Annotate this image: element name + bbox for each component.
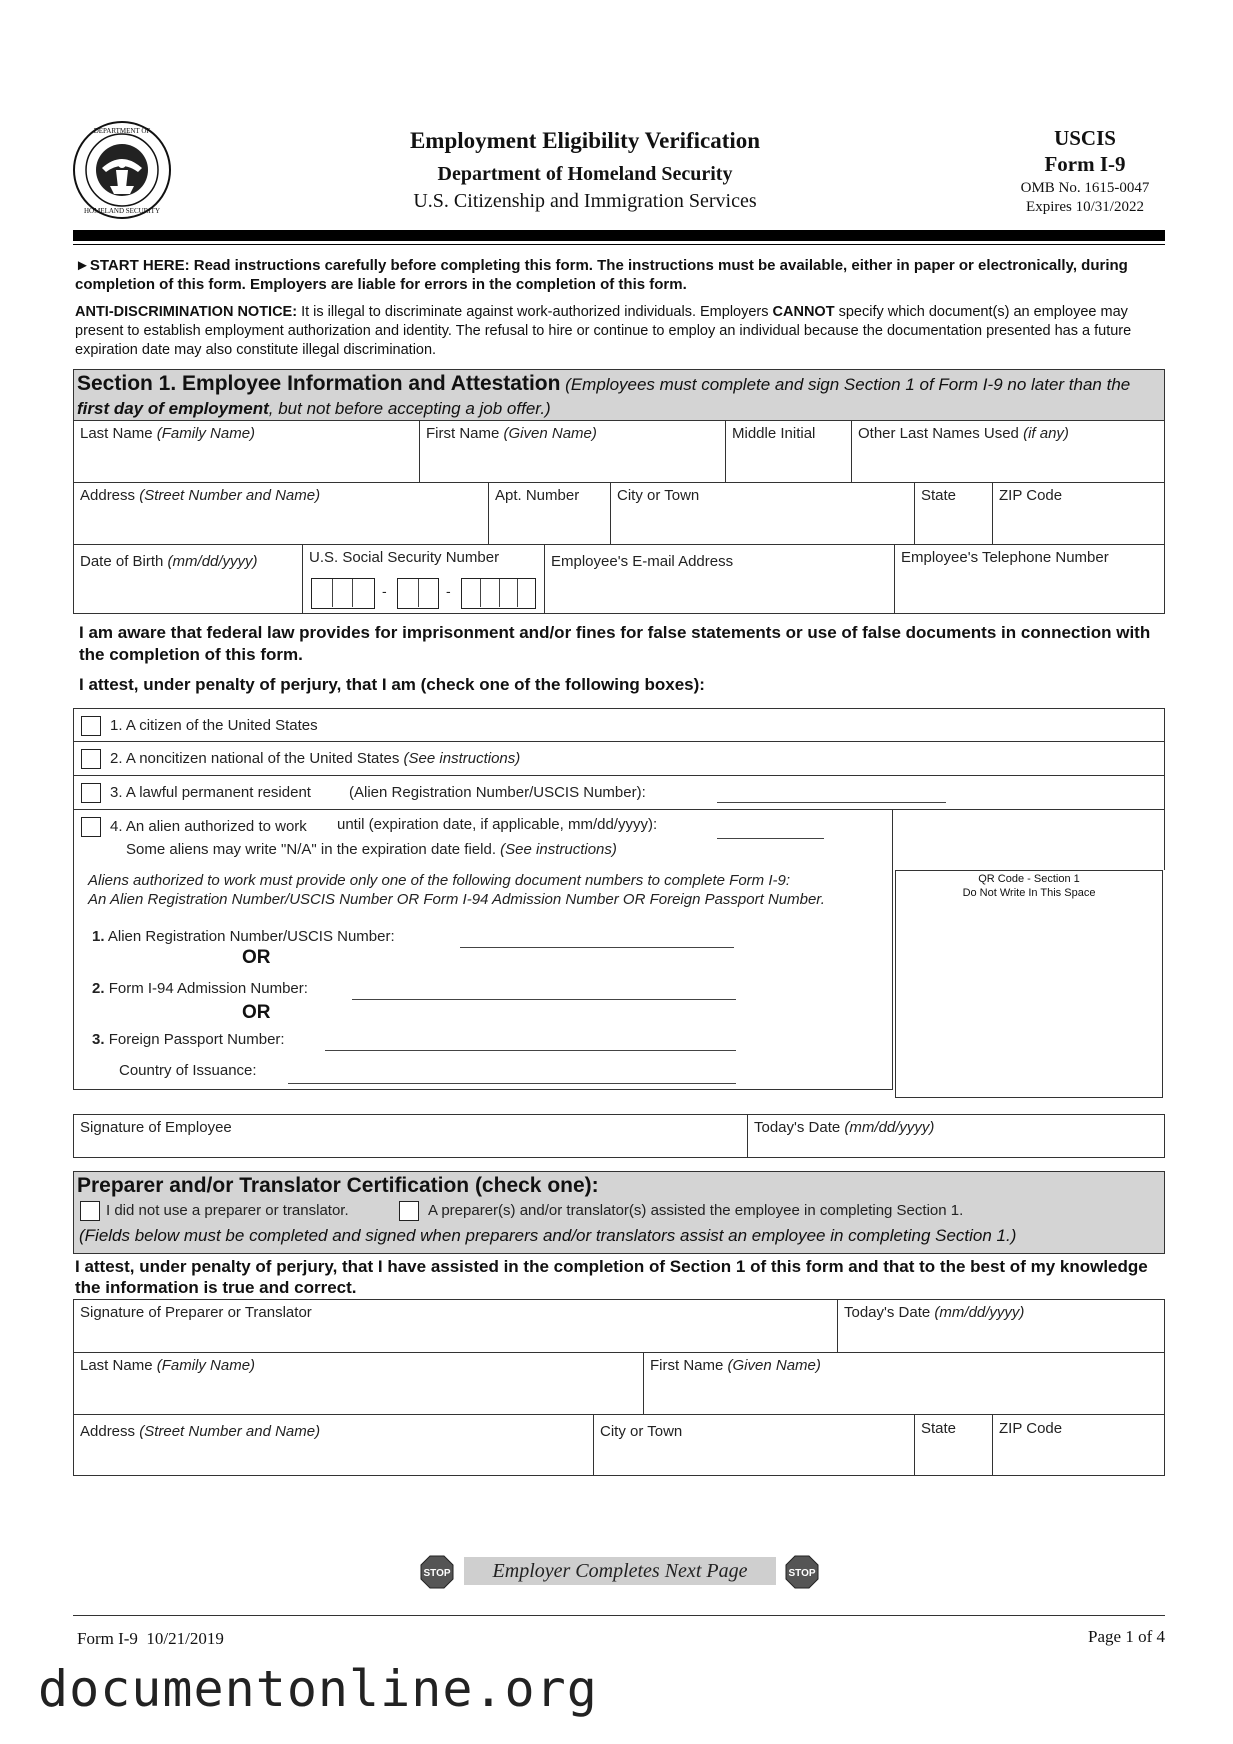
preparer-signature-field[interactable] xyxy=(74,1300,838,1352)
na-note xyxy=(126,841,617,858)
preparer-address-label: Address xyxy=(80,1423,136,1440)
preparer-city-label: City or Town xyxy=(600,1423,683,1440)
option-1-row xyxy=(73,708,1165,742)
zip-code-field[interactable] xyxy=(993,483,1164,544)
permanent-resident-number-line[interactable] xyxy=(717,802,946,803)
permanent-resident-label: 3. A lawful permanent resident xyxy=(110,784,311,801)
preparer-last-name-label: Last Name xyxy=(80,1357,153,1374)
preparer-date-field[interactable] xyxy=(838,1300,1164,1352)
opt2-text: 2. A noncitizen national of the United States xyxy=(110,750,400,767)
ssn-box-group-1[interactable] xyxy=(311,578,375,609)
watermark-text: documentonline.org xyxy=(38,1660,598,1718)
preparer-attest: I attest, under penalty of perjury, that I have assisted in the completion of Section 1 of this form and that to the best of my knowledge the information is true and correct. xyxy=(75,1257,1148,1297)
name-row xyxy=(73,421,1165,483)
qr-code-area-top xyxy=(893,810,1165,870)
alien-reg-number-label xyxy=(92,928,395,945)
noncitizen-national-checkbox[interactable] xyxy=(81,749,101,769)
other-last-label: Other Last Names Used xyxy=(858,425,1019,442)
qr-label-1: QR Code - Section 1 xyxy=(978,873,1080,885)
form-name: Form I-9 xyxy=(1044,152,1126,176)
preparer-address-field[interactable] xyxy=(74,1415,594,1475)
option-4-block xyxy=(73,810,893,1090)
noncitizen-national-label xyxy=(110,750,520,767)
employee-signature-field[interactable] xyxy=(74,1115,748,1157)
anti-disc-heading: ANTI-DISCRIMINATION NOTICE: xyxy=(75,304,298,320)
footer-form-id: Form I-9 10/21/2019 xyxy=(77,1629,224,1648)
aliens-note-line-2: An Alien Registration Number/USCIS Number OR Form I-94 Admission Number OR Foreign Passport Number. xyxy=(88,891,825,908)
preparer-first-name-label: First Name xyxy=(650,1357,724,1374)
or-separator-1: OR xyxy=(242,947,271,968)
preparer-date-label: Today's Date xyxy=(844,1304,931,1321)
doc1-text: Alien Registration Number/USCIS Number: xyxy=(107,928,395,945)
address-label: Address xyxy=(80,487,136,504)
country-of-issuance-line[interactable] xyxy=(288,1083,736,1084)
footer-page-number: Page 1 of 4 xyxy=(1088,1627,1165,1646)
first-name-field[interactable] xyxy=(420,421,726,482)
other-last-hint: (if any) xyxy=(1023,425,1069,442)
preparer-city-field[interactable] xyxy=(594,1415,915,1475)
citizen-checkbox[interactable] xyxy=(81,716,101,736)
city-label: City or Town xyxy=(617,487,700,504)
permanent-resident-hint: (Alien Registration Number/USCIS Number): xyxy=(349,784,646,801)
footer-rule xyxy=(73,1615,1165,1616)
stop-text-left: STOP xyxy=(423,1568,451,1579)
agency-name: U.S. Citizenship and Immigration Services xyxy=(413,190,757,212)
ssn-box-group-3[interactable] xyxy=(461,578,536,609)
qr-code-area xyxy=(895,870,1163,1098)
preparer-last-name-hint: (Family Name) xyxy=(156,1357,256,1374)
ssn-label: U.S. Social Security Number xyxy=(309,549,500,566)
employee-date-hint: (mm/dd/yyyy) xyxy=(844,1119,935,1136)
email-field[interactable] xyxy=(545,545,895,613)
alien-until-label: until (expiration date, if applicable, mm/dd/yyyy): xyxy=(337,816,658,833)
employee-signature-label: Signature of Employee xyxy=(80,1119,232,1136)
preparer-first-name-field[interactable] xyxy=(644,1353,1164,1414)
doc3-text: Foreign Passport Number: xyxy=(108,1031,285,1048)
phone-field[interactable] xyxy=(895,545,1164,613)
employee-date-field[interactable] xyxy=(748,1115,1164,1157)
awareness-statement: I am aware that federal law provides for imprisonment and/or fines for false statements or use of false documents in connection with the completion of this form. xyxy=(79,623,1151,664)
ssn-box-group-2[interactable] xyxy=(397,578,439,609)
header-rule-thick xyxy=(73,230,1165,241)
preparer-note: (Fields below must be completed and signed when preparers and/or translators assist an employee in completing Section 1.) xyxy=(79,1226,1017,1245)
employee-date-label: Today's Date xyxy=(754,1119,841,1136)
preparer-state-label: State xyxy=(921,1420,957,1437)
employee-signature-row xyxy=(73,1114,1165,1158)
ssn-boxes[interactable] xyxy=(311,578,537,610)
anti-disc-text-2: specify which document(s) an employee may present to establish employment authorization and identity. The refusal to hire or continue to employ an individual because the documentation presented has a future expiration date may also constitute illegal discrimination. xyxy=(75,304,1132,358)
preparer-state-field[interactable] xyxy=(915,1415,993,1475)
form-title: Employment Eligibility Verification xyxy=(409,128,761,153)
i94-number-line[interactable] xyxy=(352,999,736,1000)
middle-initial-label: Middle Initial xyxy=(732,425,816,442)
stop-text-right: STOP xyxy=(788,1568,816,1579)
section1-subtitle-bold: first day of employment xyxy=(77,399,269,418)
section1-subtitle-b: , but not before accepting a job offer.) xyxy=(268,399,551,418)
preparer-signature-row xyxy=(73,1299,1165,1353)
ssn-dash-1: - xyxy=(382,583,387,599)
opt2-hint: (See instructions) xyxy=(403,750,521,767)
last-name-label: Last Name xyxy=(80,425,153,442)
department-name: Department of Homeland Security xyxy=(437,163,733,185)
anti-discrimination-notice xyxy=(75,303,1165,360)
alien-authorized-label: 4. An alien authorized to work xyxy=(110,818,307,835)
doc3-num: 3. xyxy=(92,1031,105,1048)
citizen-label: 1. A citizen of the United States xyxy=(110,717,318,734)
expiration-date: Expires 10/31/2022 xyxy=(1026,199,1144,215)
apt-number-field[interactable] xyxy=(489,483,611,544)
contact-row xyxy=(73,545,1165,614)
qr-label-2: Do Not Write In This Space xyxy=(962,887,1096,899)
preparer-assisted-checkbox[interactable] xyxy=(399,1201,419,1221)
stop-sign-right xyxy=(785,1555,819,1589)
preparer-last-name-field[interactable] xyxy=(74,1353,644,1414)
ssn-dash-2: - xyxy=(446,583,451,599)
omb-number: OMB No. 1615-0047 xyxy=(1020,180,1150,196)
no-preparer-checkbox[interactable] xyxy=(80,1201,100,1221)
city-field[interactable] xyxy=(611,483,915,544)
country-of-issuance-label: Country of Issuance: xyxy=(119,1062,257,1079)
preparer-zip-label: ZIP Code xyxy=(999,1420,1063,1437)
doc1-num: 1. xyxy=(92,928,105,945)
alien-authorized-checkbox[interactable] xyxy=(81,817,101,837)
section1-title: Section 1. Employee Information and Attestation xyxy=(77,372,561,395)
header-rule-thin xyxy=(73,244,1165,245)
last-name-field[interactable] xyxy=(74,421,420,482)
preparer-zip-field[interactable] xyxy=(993,1415,1164,1475)
first-name-hint: (Given Name) xyxy=(503,425,597,442)
preparer-assisted-label: A preparer(s) and/or translator(s) assisted the employee in completing Section 1. xyxy=(428,1202,964,1219)
attest-statement: I attest, under penalty of perjury, that I am (check one of the following boxes): xyxy=(79,675,705,694)
dhs-seal-icon xyxy=(72,120,172,220)
doc2-text: Form I-94 Admission Number: xyxy=(108,980,308,997)
state-field[interactable] xyxy=(915,483,993,544)
stop-sign-icon xyxy=(785,1555,819,1589)
address-row xyxy=(73,483,1165,545)
preparer-name-row xyxy=(73,1353,1165,1415)
email-label: Employee's E-mail Address xyxy=(551,553,734,570)
stop-sign-icon xyxy=(420,1555,454,1589)
preparer-title: Preparer and/or Translator Certification (check one): xyxy=(77,1174,599,1197)
or-separator-2: OR xyxy=(242,1002,271,1023)
preparer-address-hint: (Street Number and Name) xyxy=(139,1423,321,1440)
aliens-note-line-1: Aliens authorized to work must provide only one of the following document numbers to complete Form I-9: xyxy=(88,872,791,889)
na-note-hint: (See instructions) xyxy=(500,841,617,858)
option-3-row xyxy=(73,776,1165,810)
i94-number-label xyxy=(92,980,308,997)
doc2-num: 2. xyxy=(92,980,105,997)
first-name-label: First Name xyxy=(426,425,500,442)
dob-hint: (mm/dd/yyyy) xyxy=(167,553,258,570)
start-here-notice: ►START HERE: Read instructions carefully before completing this form. The instructions must be available, either in paper or electronically, during completion of this form. Employers are liable for errors in the completion of this form. xyxy=(75,257,1128,293)
passport-number-line[interactable] xyxy=(325,1050,736,1051)
svg-text:DEPARTMENT OF: DEPARTMENT OF xyxy=(93,127,151,135)
agency-code: USCIS xyxy=(1054,126,1116,150)
zip-label: ZIP Code xyxy=(999,487,1063,504)
svg-text:HOMELAND SECURITY: HOMELAND SECURITY xyxy=(83,207,161,215)
middle-initial-field[interactable] xyxy=(726,421,852,482)
passport-number-label xyxy=(92,1031,285,1048)
last-name-hint: (Family Name) xyxy=(156,425,256,442)
stop-sign-left xyxy=(420,1555,454,1589)
ssn-field[interactable] xyxy=(303,545,545,613)
alien-reg-number-line[interactable] xyxy=(460,947,734,948)
anti-disc-text-1: It is illegal to discriminate against work-authorized individuals. Employers xyxy=(297,304,773,320)
preparer-date-hint: (mm/dd/yyyy) xyxy=(934,1304,1025,1321)
preparer-first-name-hint: (Given Name) xyxy=(727,1357,821,1374)
option-2-row xyxy=(73,742,1165,776)
na-note-text: Some aliens may write "N/A" in the expiration date field. xyxy=(126,841,496,858)
dob-field[interactable] xyxy=(74,545,303,613)
anti-disc-cannot: CANNOT xyxy=(772,304,835,320)
expiration-date-line[interactable] xyxy=(717,838,824,839)
permanent-resident-checkbox[interactable] xyxy=(81,783,101,803)
other-last-names-field[interactable] xyxy=(852,421,1164,482)
employer-next-page-banner: Employer Completes Next Page xyxy=(464,1557,776,1585)
no-preparer-label: I did not use a preparer or translator. xyxy=(106,1202,349,1219)
preparer-header xyxy=(73,1171,1165,1254)
apt-label: Apt. Number xyxy=(495,487,580,504)
address-hint: (Street Number and Name) xyxy=(139,487,321,504)
section1-header xyxy=(73,369,1165,421)
dhs-seal xyxy=(72,120,172,220)
phone-label: Employee's Telephone Number xyxy=(901,549,1109,566)
preparer-address-row xyxy=(73,1415,1165,1476)
section1-subtitle-a: (Employees must complete and sign Section 1 of Form I-9 no later than the xyxy=(560,375,1131,394)
address-field[interactable] xyxy=(74,483,489,544)
preparer-signature-label: Signature of Preparer or Translator xyxy=(80,1304,312,1321)
dob-label: Date of Birth xyxy=(80,553,164,570)
state-label: State xyxy=(921,487,957,504)
